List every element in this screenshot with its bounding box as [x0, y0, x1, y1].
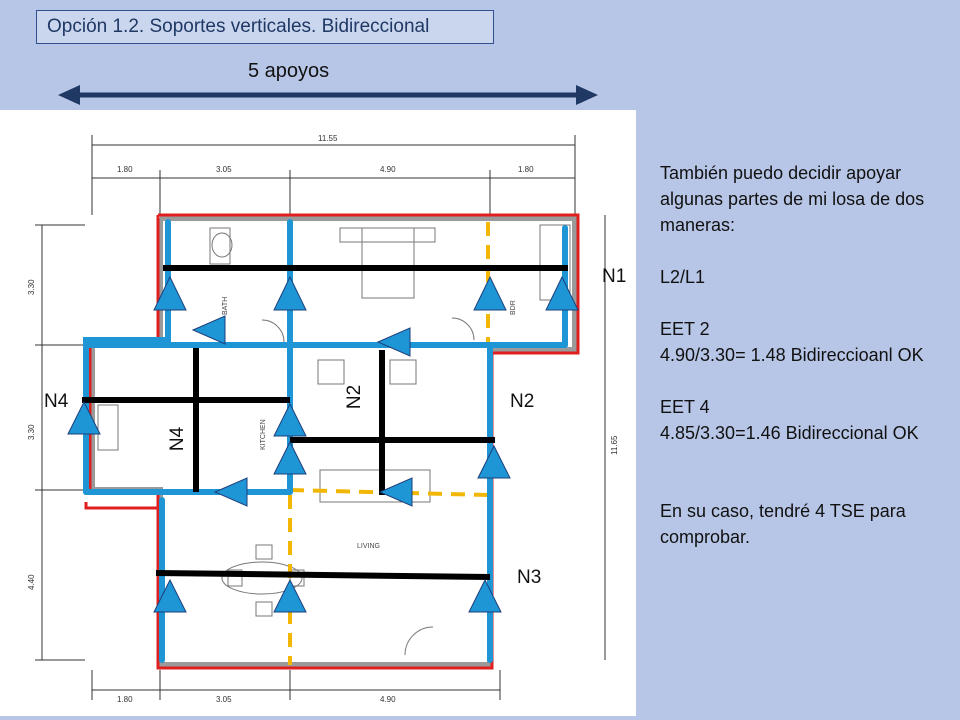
label-n4-rotated: N4: [167, 426, 189, 452]
span-label: 5 apoyos: [248, 60, 330, 82]
room-living: LIVING: [357, 543, 380, 550]
eet2-title: EET 2: [660, 319, 710, 339]
slide-title: Opción 1.2. Soportes verticales. Bidireccional: [36, 10, 494, 44]
support-icon: [274, 442, 306, 474]
label-n2: N2: [510, 391, 535, 412]
room-kitchen: KITCHEN: [260, 419, 267, 450]
dim-bottom-1: 1.80: [117, 695, 133, 704]
floor-plan: [0, 110, 636, 716]
support-icon: [274, 580, 306, 612]
dim-bottom-3: 4.90: [380, 695, 396, 704]
eet4-calc: 4.85/3.30=1.46 Bidireccional OK: [660, 423, 919, 443]
label-n4: N4: [44, 391, 69, 412]
yield-lines: [290, 222, 488, 665]
dim-top-3: 4.90: [380, 165, 396, 174]
double-arrow: [58, 78, 598, 112]
label-n3: N3: [517, 567, 542, 588]
eet4-title: EET 4: [660, 397, 710, 417]
dim-left-2: 3.30: [27, 424, 36, 440]
room-bdr: BDR: [510, 300, 517, 315]
conclusion-text: En su caso, tendré 4 TSE para comprobar.: [660, 501, 906, 547]
intro-text: También puedo decidir apoyar algunas partes de mi losa de dos maneras:: [660, 163, 925, 235]
support-icon: [274, 277, 306, 310]
support-icon: [469, 580, 501, 612]
support-icon: [215, 478, 247, 506]
dim-top-4: 1.80: [518, 165, 534, 174]
label-n1: N1: [602, 266, 627, 287]
side-notes: [660, 160, 960, 550]
dim-top-2: 3.05: [216, 165, 232, 174]
support-triangles: [68, 277, 578, 612]
room-bath: BATH: [222, 296, 229, 315]
dim-top-1: 1.80: [117, 165, 133, 174]
dim-left-1: 3.30: [27, 279, 36, 295]
dim-bottom-2: 3.05: [216, 695, 232, 704]
support-icon: [474, 277, 506, 310]
support-icon: [193, 316, 225, 344]
support-icon: [274, 404, 306, 436]
label-n2-rotated: N2: [344, 384, 366, 410]
support-icon: [68, 402, 100, 434]
dim-right: 11.65: [610, 435, 619, 455]
support-icon: [478, 446, 510, 478]
dim-total: 11.55: [318, 134, 338, 143]
dim-left-3: 4.40: [27, 574, 36, 590]
ratio-ref: L2/L1: [660, 267, 706, 287]
eet2-calc: 4.90/3.30= 1.48 Bidireccioanl OK: [660, 345, 924, 365]
slab-strips: [82, 268, 568, 577]
